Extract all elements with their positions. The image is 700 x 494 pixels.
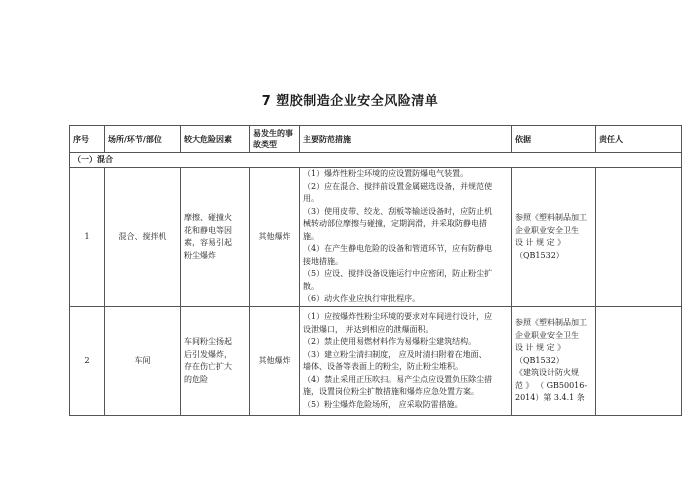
measure-line: 墙体、设备等表面上的粉尘，防止粉尘堆积。 bbox=[303, 362, 463, 371]
basis-line: （QB1532） bbox=[515, 250, 564, 260]
basis-line: （QB1532） bbox=[515, 355, 564, 365]
row-no: 1 bbox=[70, 168, 105, 307]
row-place: 车间 bbox=[105, 307, 181, 416]
row-factor bbox=[181, 307, 250, 416]
row-basis bbox=[512, 307, 596, 416]
basis-line: 设 计 规 定 》 bbox=[515, 343, 566, 353]
measure-line: （4）禁止采用正压吹扫。易产尘点应设置负压除尘措 bbox=[303, 374, 493, 384]
header-basis: 依据 bbox=[512, 126, 596, 153]
factor-line: 摩擦、碰撞火 bbox=[184, 213, 232, 222]
basis-line: 参照《塑料制品加工 bbox=[515, 318, 587, 328]
basis-line: 企业职业安全卫生 bbox=[515, 225, 579, 235]
basis-line: 《建筑设计防火规 bbox=[515, 368, 579, 378]
measure-line: 用。 bbox=[303, 194, 319, 204]
basis-line: 设 计 规 定 》 bbox=[515, 238, 566, 247]
header-measures: 主要防范措施 bbox=[300, 126, 512, 153]
basis-line: 企业职业安全卫生 bbox=[515, 330, 579, 340]
measure-line: （3）使用皮带、绞龙、刮板等输送设备时，应防止机 bbox=[303, 206, 493, 216]
factor-line: 素，容易引起 bbox=[184, 238, 232, 247]
measure-line: 施，设置岗位粉尘扩散措施和爆炸应急处置方案。 bbox=[303, 387, 479, 396]
measure-line: 械转动部位摩擦与碰撞，定期润滑，并采取防静电措 bbox=[303, 219, 487, 229]
row-basis bbox=[512, 168, 596, 307]
measure-line: （2）应在混合、搅拌前设置金属磁选设备，并规范使 bbox=[303, 181, 493, 191]
measure-line: 施。 bbox=[303, 231, 319, 241]
header-factor: 较大危险因素 bbox=[181, 126, 250, 153]
row-measures bbox=[300, 168, 512, 307]
measure-line: （2）禁止使用易燃材料作为易爆粉尘建筑结构。 bbox=[303, 337, 477, 346]
row-accident: 其他爆炸 bbox=[250, 307, 300, 416]
factor-line: 后引发爆炸， bbox=[184, 349, 232, 359]
row-factor bbox=[181, 168, 250, 307]
header-place: 场所/环节/部位 bbox=[105, 126, 181, 153]
header-no: 序号 bbox=[70, 126, 105, 153]
measure-line: 接地措施。 bbox=[303, 256, 343, 266]
factor-line: 的危险 bbox=[184, 374, 208, 384]
page-title: 7 塑胶制造企业安全风险清单 bbox=[261, 94, 439, 109]
measure-line: （1）爆炸性粉尘环境的应设置防爆电气装置。 bbox=[303, 169, 469, 179]
measure-line: （5）应设、搅拌设备设施运行中应密闭，防止粉尘扩 bbox=[303, 269, 493, 279]
table-row bbox=[70, 168, 682, 307]
header-accident: 易发生的事故类型 bbox=[250, 126, 300, 153]
measure-line: 散。 bbox=[303, 281, 319, 291]
measure-line: （5）粉尘爆炸危险场所， 应采取防雷措施。 bbox=[303, 399, 463, 409]
row-responsible bbox=[596, 307, 682, 416]
basis-line: 参照《塑料制品加工 bbox=[515, 213, 587, 222]
row-accident: 其他爆炸 bbox=[250, 168, 300, 307]
factor-line: 存在伤亡扩大 bbox=[184, 362, 232, 371]
factor-line: 粉尘爆炸 bbox=[184, 250, 216, 260]
header-row bbox=[70, 126, 682, 153]
row-responsible bbox=[596, 168, 682, 307]
row-place: 混合、搅拌机 bbox=[105, 168, 181, 307]
section-row bbox=[70, 153, 682, 168]
measure-line: （4）在产生静电危险的设备和管道环节，应有防静电 bbox=[303, 244, 493, 254]
measure-line: 设泄爆口， 并达到相应的泄爆面积。 bbox=[303, 324, 434, 334]
risk-table bbox=[69, 125, 682, 416]
header-responsible: 责任人 bbox=[596, 126, 682, 153]
factor-line: 车间粉尘扬起 bbox=[184, 337, 232, 346]
row-measures bbox=[300, 307, 512, 416]
factor-line: 花和静电等因 bbox=[184, 225, 232, 235]
basis-line: 2014）第 3.4.1 条 bbox=[515, 393, 585, 403]
basis-line: 范 》 （ GB50016- bbox=[515, 380, 588, 390]
section-label: （一）混合 bbox=[70, 153, 682, 168]
measure-line: （3）建立粉尘清扫制度， 应及时清扫附着在地面、 bbox=[303, 349, 487, 359]
table-row bbox=[70, 307, 682, 416]
measure-line: （6）动火作业应执行审批程序。 bbox=[303, 294, 421, 304]
measure-line: （1）应按爆炸性粉尘环境的要求对车间进行设计，应 bbox=[303, 312, 493, 321]
row-no: 2 bbox=[70, 307, 105, 416]
